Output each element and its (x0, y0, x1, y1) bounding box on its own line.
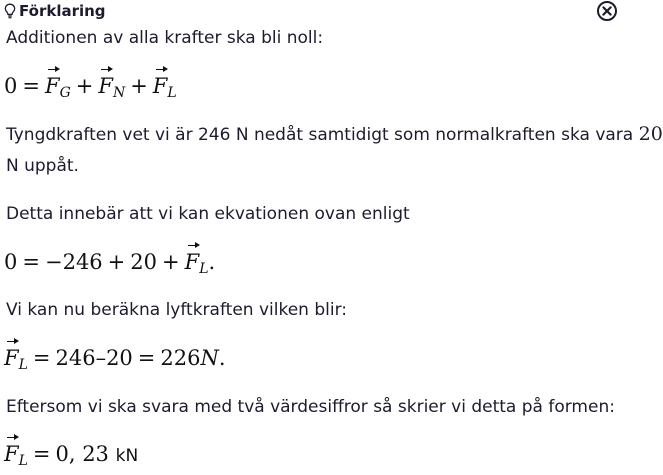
paragraph-compute-lift: Vi kan nu beräkna lyftkraften vilken blir: (6, 300, 347, 320)
eq3-equals-1: = (32, 346, 51, 370)
eq4-force-subscript-l: L (18, 453, 28, 469)
equation-lift-result (4, 344, 226, 379)
paragraph-rewrite-equation: Detta innebär att vi kan ekvationen ovan enligt (6, 204, 410, 224)
eq2-plus-1: + (107, 250, 126, 274)
normal-force-value: 20 (638, 123, 663, 145)
eq3-unit: N (200, 346, 219, 370)
force-vector-n: F (98, 74, 113, 98)
eq2-lhs: 0 (4, 250, 18, 274)
force-vector-l: F (152, 74, 168, 98)
eq2-force-subscript-l: L (199, 261, 209, 277)
equation-force-balance (4, 72, 177, 107)
equation-final-answer (4, 440, 138, 475)
lightbulb-icon (4, 3, 16, 19)
close-circle-icon (596, 0, 618, 22)
force-subscript-n: N (112, 85, 126, 101)
paragraph-sum-of-forces: Additionen av alla krafter ska bli noll: (6, 28, 324, 48)
paragraph-gravity-normal (6, 123, 663, 146)
force-vector-g: F (44, 74, 60, 98)
explanation-header (4, 1, 106, 21)
eq4-equals: = (32, 442, 51, 466)
equation-substituted (4, 248, 215, 283)
eq4-force-vector-l: F (4, 442, 19, 466)
explanation-title: Förklaring (19, 2, 106, 20)
eq2-force-vector-l: F (184, 250, 200, 274)
eq2-gravity-term: −246 (44, 250, 103, 274)
paragraph-significant-figures: Eftersom vi ska svara med två värdesiffror så skrier vi detta på formen: (6, 397, 615, 417)
eq1-lhs: 0 (4, 74, 18, 98)
eq1-plus-1: + (75, 74, 94, 98)
force-subscript-l: L (167, 85, 177, 101)
eq1-plus-2: + (130, 74, 148, 98)
eq1-equals: = (22, 74, 40, 98)
eq2-normal-term: 20 (130, 250, 158, 274)
eq3-force-subscript-l: L (18, 357, 28, 373)
close-button[interactable] (596, 0, 618, 22)
eq3-result-value: 226 (160, 346, 201, 370)
eq3-period: . (218, 346, 226, 370)
eq3-equals-2: = (137, 346, 156, 370)
eq2-period: . (208, 250, 216, 274)
paragraph-gravity-text: Tyngdkraften vet vi är 246 N nedåt samtidigt som normalkraften ska vara (6, 125, 634, 145)
eq2-plus-2: + (162, 250, 180, 274)
eq3-force-vector-l: F (4, 346, 19, 370)
eq3-subtraction: 246–20 (55, 346, 133, 370)
force-subscript-g: G (59, 85, 71, 101)
eq4-unit: kN (115, 446, 139, 466)
eq2-equals: = (22, 250, 40, 274)
paragraph-gravity-normal-cont: N uppåt. (6, 156, 79, 176)
eq4-value: 0, 23 (55, 442, 109, 466)
